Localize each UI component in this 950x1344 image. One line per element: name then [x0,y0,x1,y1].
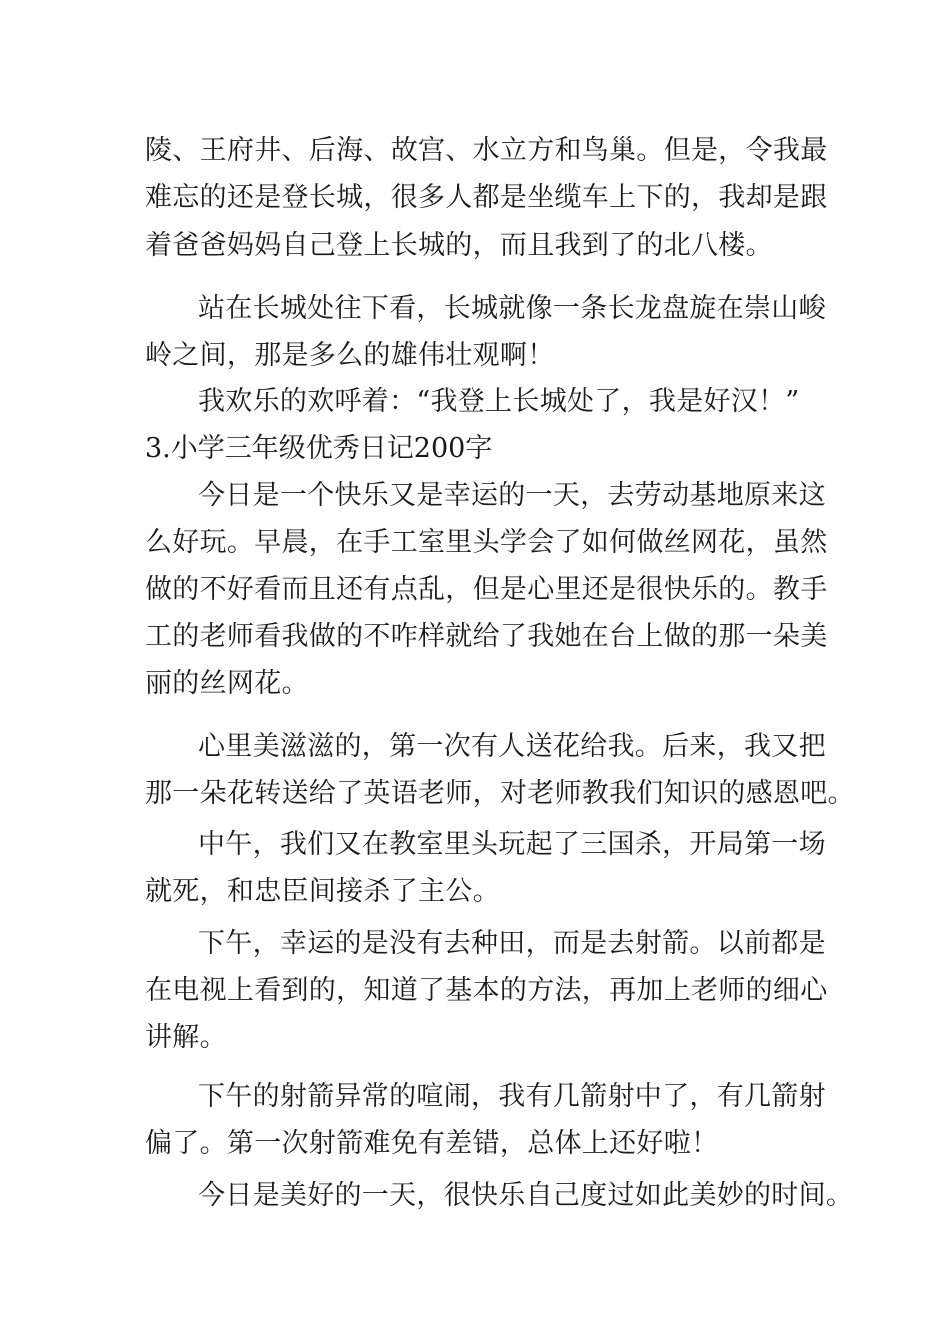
paragraph-first-line: 下午的射箭异常的喧闹，我有几箭射中了，有几箭射 [198,1081,826,1112]
paragraph-first-line: 我欢乐的欢呼着：“我登上长城处了，我是好汉！” [198,386,800,417]
text-line: 做的不好看而且还有点乱，但是心里还是很快乐的。教手 [145,574,828,605]
paragraph-first-line: 今日是美好的一天，很快乐自己度过如此美妙的时间。 [198,1180,854,1211]
text-line: 就死，和忠臣间接杀了主公。 [145,876,500,907]
paragraph-first-line: 站在长城处往下看，长城就像一条长龙盘旋在崇山峻 [198,293,826,324]
text-line: 岭之间，那是多么的雄伟壮观啊！ [145,340,555,371]
text-line: 么好玩。早晨，在手工室里头学会了如何做丝网花，虽然 [145,527,828,558]
section-heading: 3.小学三年级优秀日记200字 [145,433,493,464]
text-line: 那一朵花转送给了英语老师，对老师教我们知识的感恩吧。 [145,778,855,809]
text-line: 着爸爸妈妈自己登上长城的，而且我到了的北八楼。 [145,230,773,261]
text-line: 陵、王府井、后海、故宫、水立方和鸟巢。但是，令我最 [145,135,828,166]
paragraph-first-line: 下午，幸运的是没有去种田，而是去射箭。以前都是 [198,928,826,959]
text-line: 讲解。 [145,1022,227,1053]
text-line: 工的老师看我做的不咋样就给了我她在台上做的那一朵美 [145,621,828,652]
text-line: 丽的丝网花。 [145,668,309,699]
paragraph-first-line: 心里美滋滋的，第一次有人送花给我。后来，我又把 [198,731,826,762]
text-line: 偏了。第一次射箭难免有差错，总体上还好啦！ [145,1128,719,1159]
paragraph-first-line: 今日是一个快乐又是幸运的一天，去劳动基地原来这 [198,480,826,511]
paragraph-first-line: 中午，我们又在教室里头玩起了三国杀，开局第一场 [198,829,826,860]
text-line: 难忘的还是登长城，很多人都是坐缆车上下的，我却是跟 [145,182,828,213]
text-line: 在电视上看到的，知道了基本的方法，再加上老师的细心 [145,975,828,1006]
